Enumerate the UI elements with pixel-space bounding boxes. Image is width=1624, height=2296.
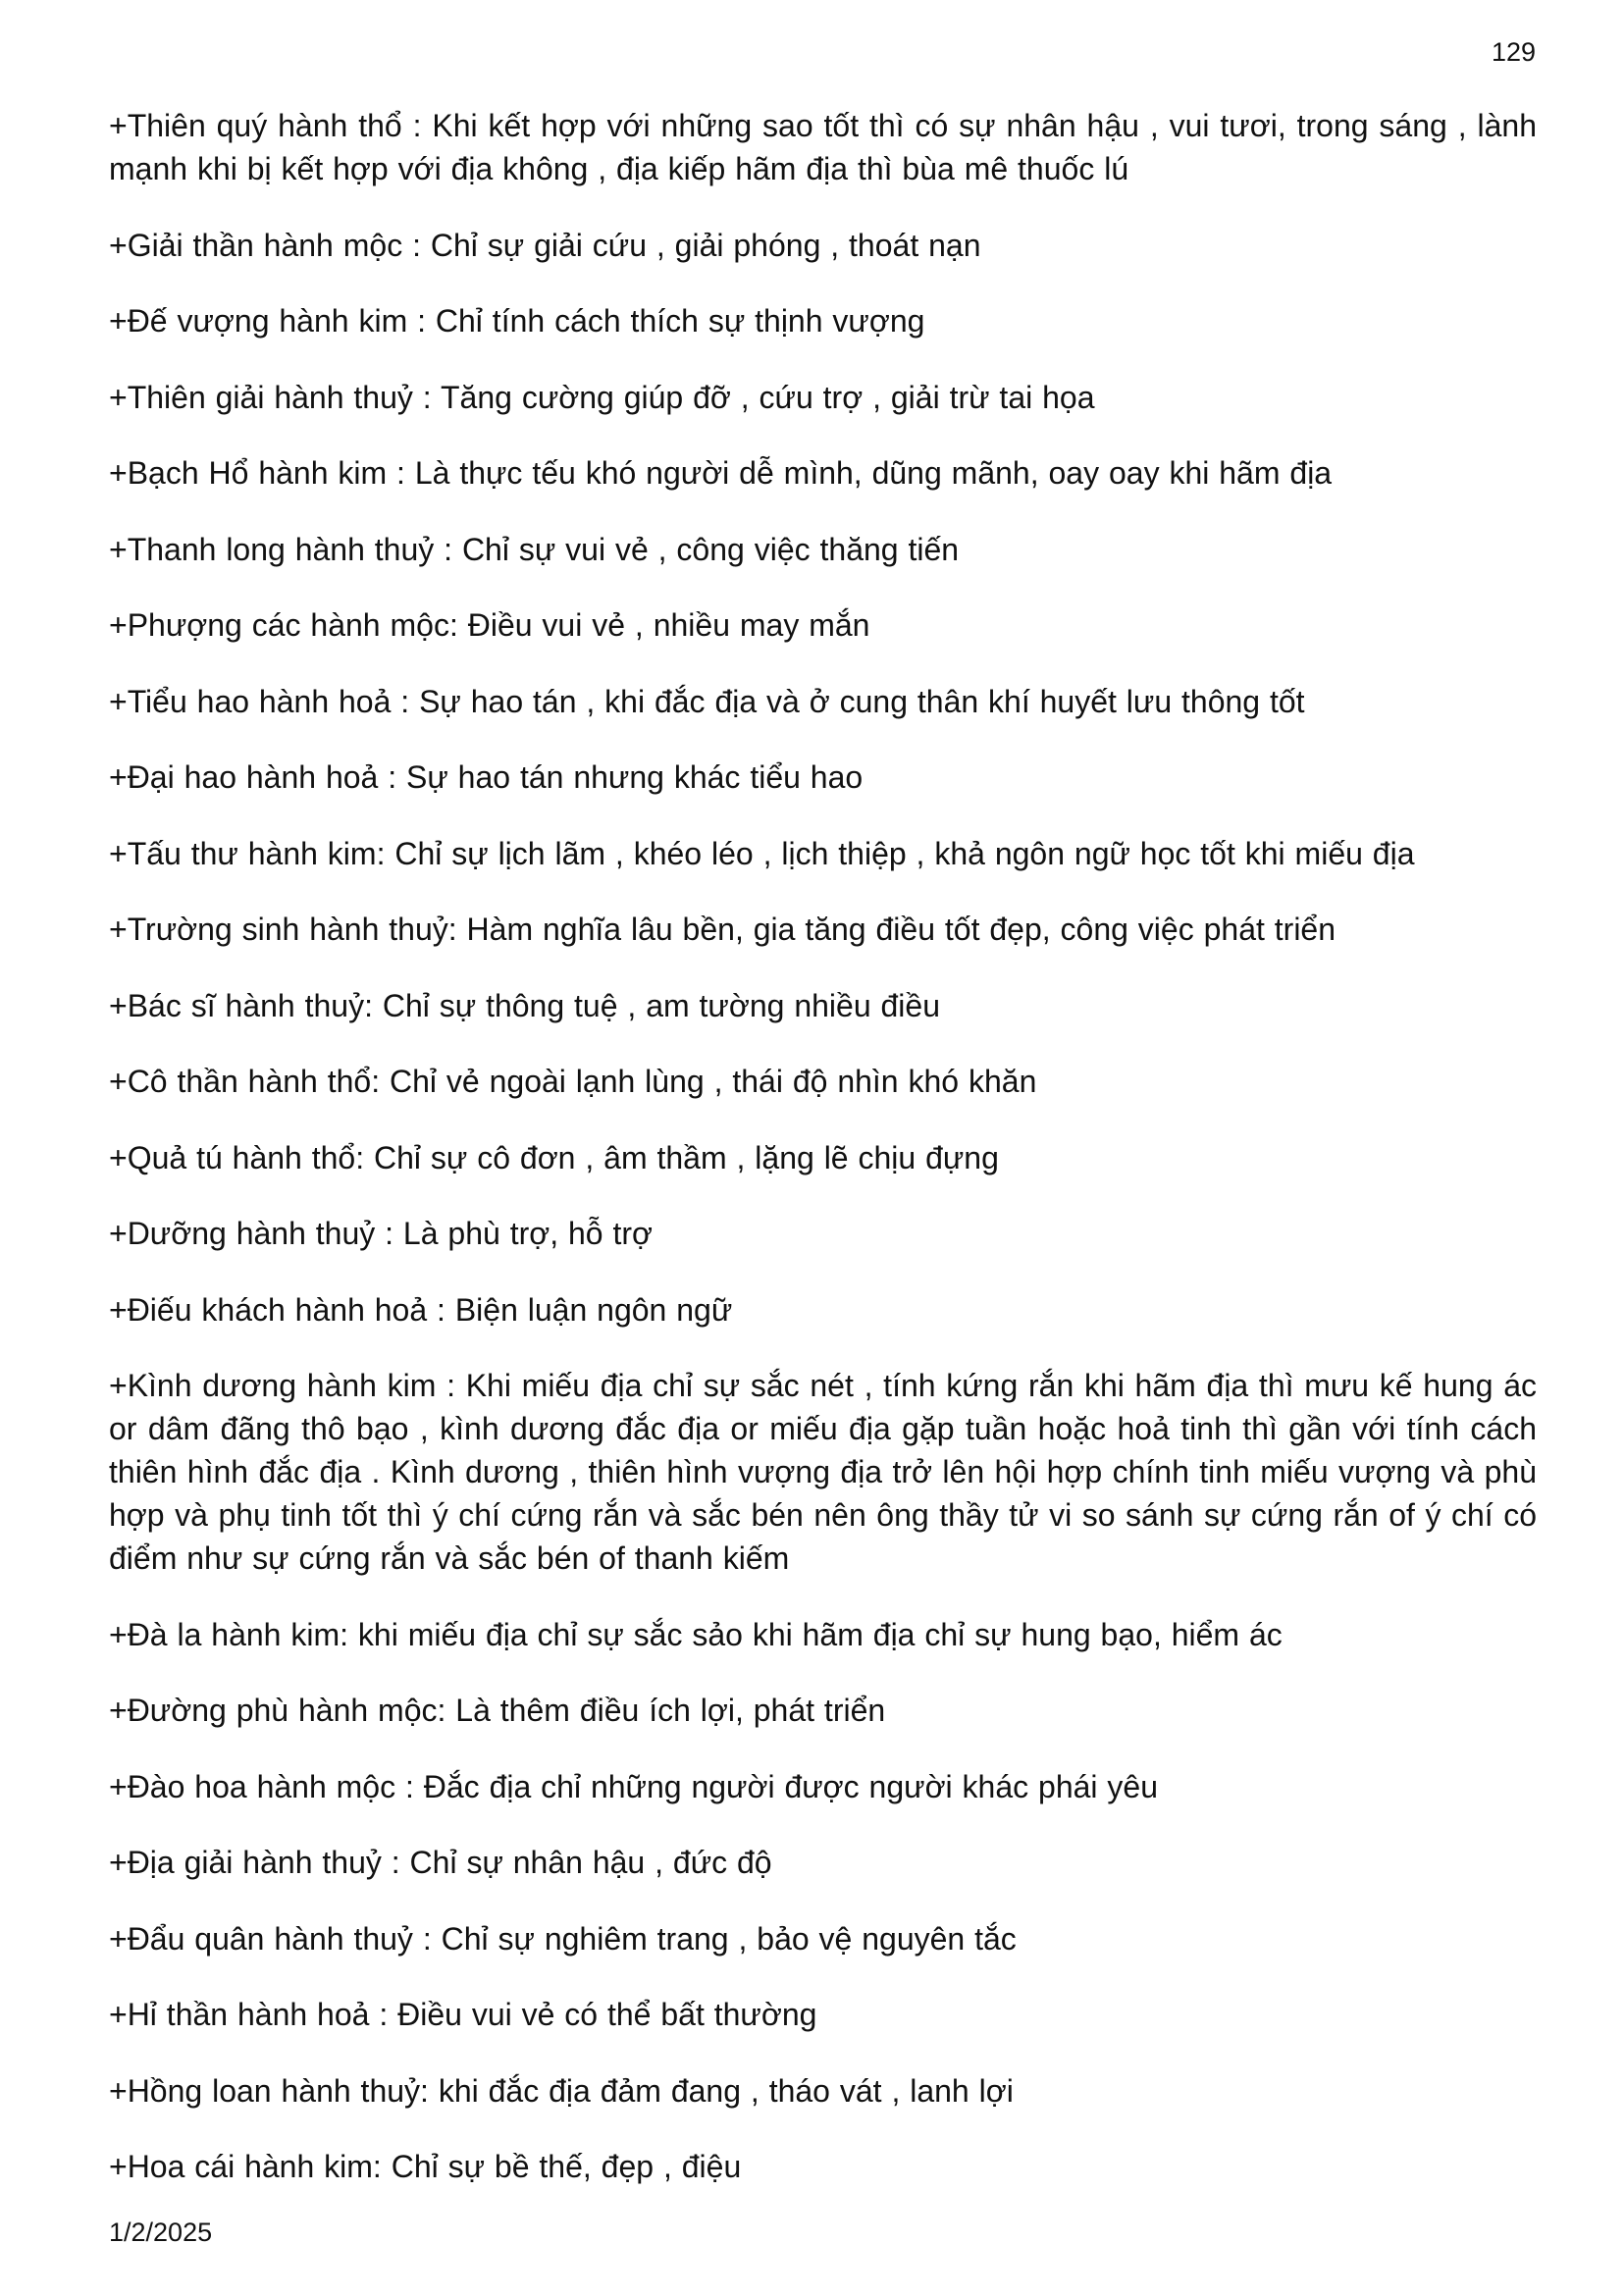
entry-co-than: +Cô thần hành thổ: Chỉ vẻ ngoài lạnh lùng , thái độ nhìn khó khăn [109, 1064, 1037, 1099]
entry-tieu-hao: +Tiểu hao hành hoả : Sự hao tán , khi đắc địa và ở cung thân khí huyết lưu thông tốt [109, 683, 1305, 719]
entry-dau-quan: +Đẩu quân hành thuỷ : Chỉ sự nghiêm trang , bảo vệ nguyên tắc [109, 1920, 1017, 1957]
document-body [109, 104, 1537, 2221]
entry-da-la: +Đà la hành kim: khi miếu địa chỉ sự sắc sảo khi hãm địa chỉ sự hung bạo, hiểm ác [109, 1616, 1283, 1652]
entry-bac-si: +Bác sĩ hành thuỷ: Chỉ sự thông tuệ , am tường nhiều điều [109, 987, 940, 1023]
entry-hoa-cai: +Hoa cái hành kim: Chỉ sự bề thế, đẹp , điệu [109, 2149, 742, 2184]
entry-hi-than: +Hỉ thần hành hoả : Điều vui vẻ có thể bất thường [109, 1997, 817, 2032]
page-number: 129 [1491, 37, 1536, 67]
entry-duong: +Dưỡng hành thuỷ : Là phù trợ, hỗ trợ [109, 1216, 654, 1251]
entry-de-vuong: +Đế vượng hành kim : Chỉ tính cách thích sự thịnh vượng [109, 303, 925, 339]
entry-kinh-duong: +Kình dương hành kim : Khi miếu địa chỉ sự sắc nét , tính kứng rắn khi hãm địa thì mưu kế hung ác or dâm đãng thô bạo , kình dương đắc địa or miếu địa gặp tuần hoặc hoả tinh thì gần với tính cách thiên hình đắc địa . Kình dương , thiên hình vượng địa trở lên hội hợp chính tinh miếu vượng và phù hợp và phụ tinh tốt thì ý chí cứng rắn và sắc bén nên ông thầy tử vi so sánh sự cứng rắn of ý chí có điểm như sự cứng rắn và sắc bén of thanh kiếm [109, 1368, 1537, 1576]
entry-dao-hoa: +Đào hoa hành mộc : Đắc địa chỉ những người được người khác phái yêu [109, 1768, 1159, 1804]
entry-thien-quy: +Thiên quý hành thổ : Khi kết hợp với những sao tốt thì có sự nhân hậu , vui tươi, trong sáng , lành mạnh khi bị kết hợp với địa không , địa kiếp hãm địa thì bùa mê thuốc lú [109, 108, 1537, 186]
entry-qua-tu: +Quả tú hành thổ: Chỉ sự cô đơn , âm thầm , lặng lẽ chịu đựng [109, 1139, 999, 1175]
entry-truong-sinh: +Trường sinh hành thuỷ: Hàm nghĩa lâu bền, gia tăng điều tốt đẹp, công việc phát triển [109, 912, 1336, 947]
entry-dia-giai: +Địa giải hành thuỷ : Chỉ sự nhân hậu , đức độ [109, 1845, 772, 1880]
entry-phuong-cac: +Phượng các hành mộc: Điều vui vẻ , nhiều may mắn [109, 607, 870, 643]
entry-bach-ho: +Bạch Hổ hành kim : Là thực tếu khó người dễ mình, dũng mãnh, oay oay khi hãm địa [109, 455, 1333, 491]
entry-dai-hao: +Đại hao hành hoả : Sự hao tán nhưng khác tiểu hao [109, 759, 864, 795]
entry-thanh-long: +Thanh long hành thuỷ : Chỉ sự vui vẻ , công việc thăng tiến [109, 531, 960, 567]
entry-hong-loan: +Hồng loan hành thuỷ: khi đắc địa đảm đang , tháo vát , lanh lợi [109, 2072, 1014, 2109]
entry-dieu-khach: +Điếu khách hành hoả : Biện luận ngôn ngữ [109, 1291, 733, 1328]
entry-thien-giai: +Thiên giải hành thuỷ : Tăng cường giúp đỡ , cứu trợ , giải trừ tai họa [109, 379, 1095, 415]
entry-giai-than: +Giải thần hành mộc : Chỉ sự giải cứu , giải phóng , thoát nạn [109, 227, 981, 263]
entry-duong-phu: +Đường phù hành mộc: Là thêm điều ích lợi, phát triển [109, 1693, 886, 1728]
footer-date: 1/2/2025 [109, 2218, 213, 2247]
entry-tau-thu: +Tấu thư hành kim: Chỉ sự lịch lãm , khéo léo , lịch thiệp , khả ngôn ngữ học tốt khi miếu địa [109, 835, 1415, 871]
